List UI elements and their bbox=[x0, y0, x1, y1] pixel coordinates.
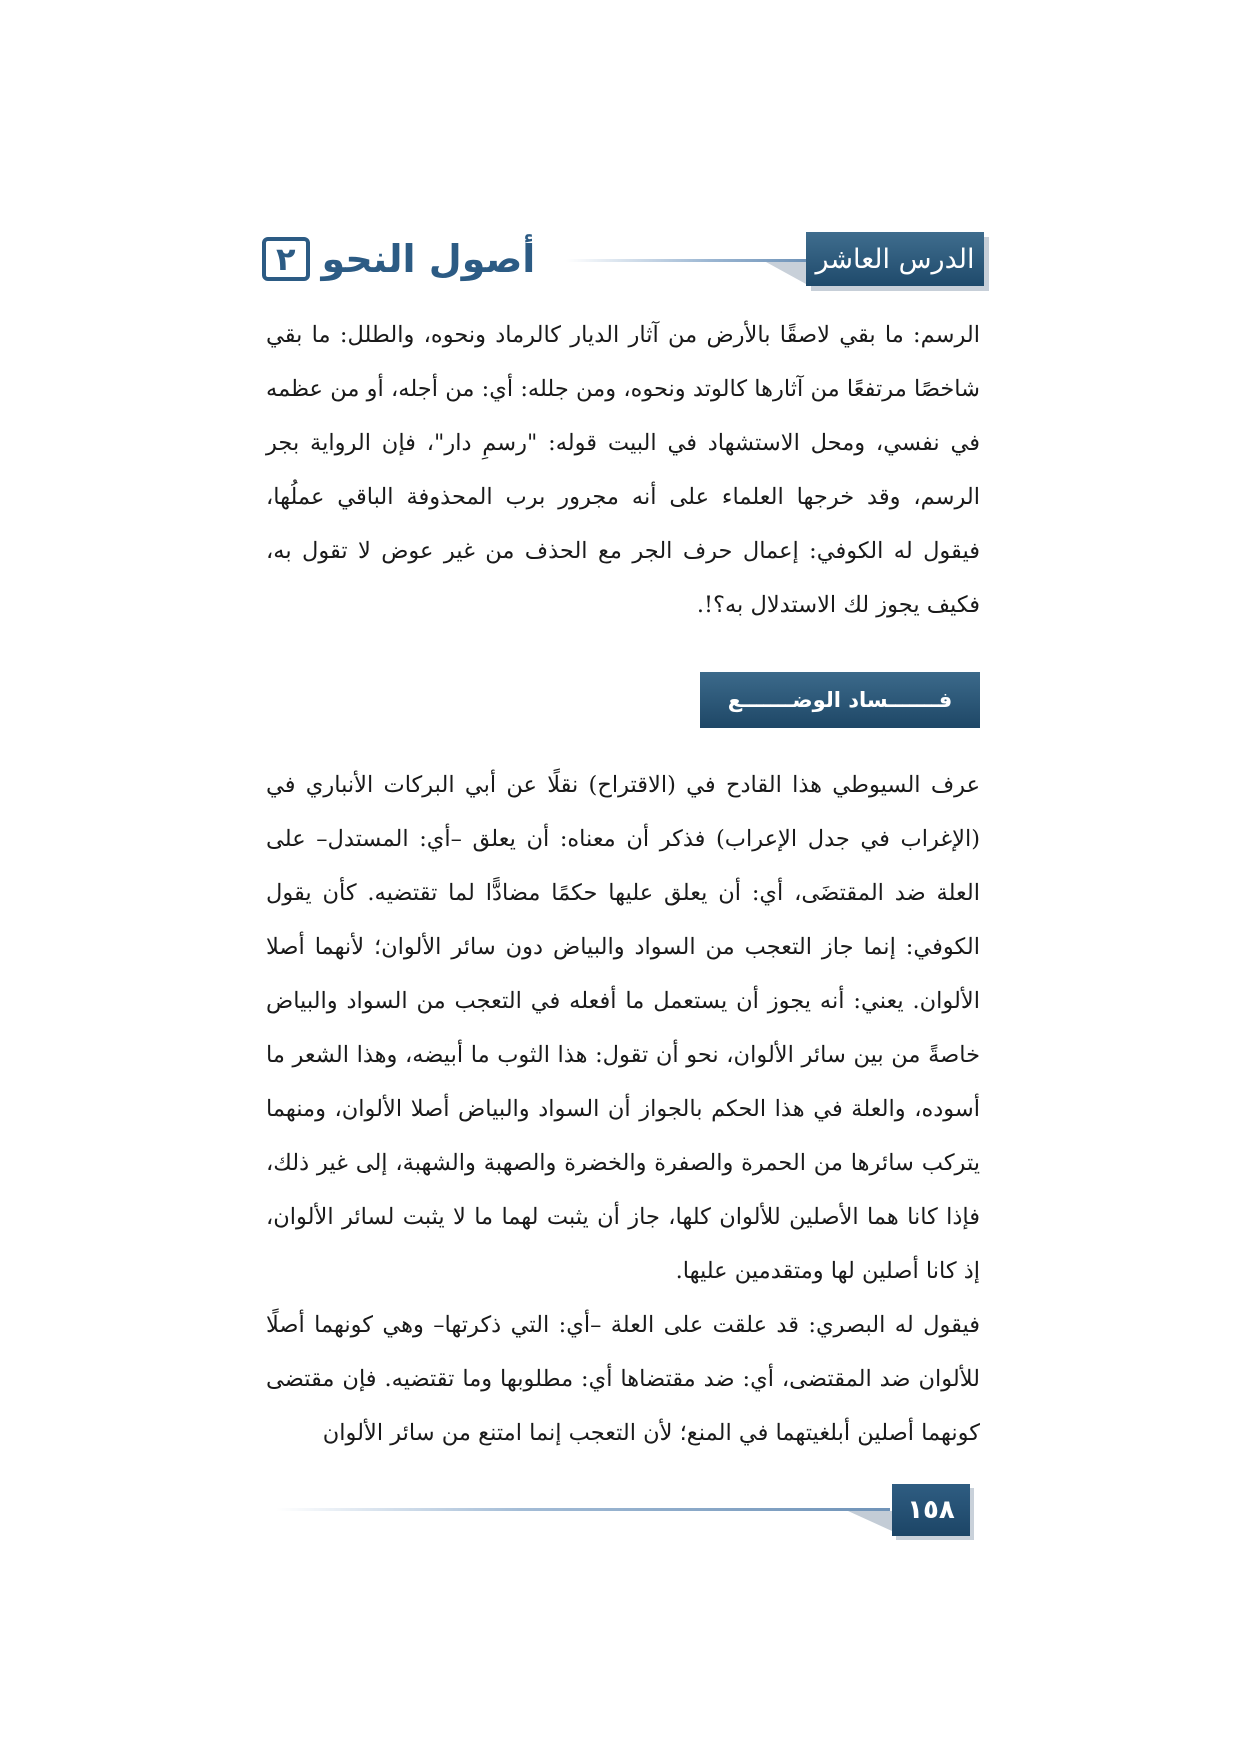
chapter-title-number: ٢ bbox=[262, 237, 310, 281]
section-heading bbox=[700, 672, 980, 728]
body-paragraph-2: فيقول له البصري: قد علقت على العلة –أي: التي ذكرتها– وهي كونهما أصلًا للألوان ضد المقتضى، أي: ضد مقتضاها أي: مطلوبها وما تقتضيه. فإن مقتضى كونهما أصلين أبلغيتهما في المنع؛ لأن التعجب إنما امتنع من سائر الألوان bbox=[266, 1312, 980, 1446]
body-paragraph-1: عرف السيوطي هذا القادح في (الاقتراح) نقلًا عن أبي البركات الأنباري في (الإغراب في جدل الإعراب) فذكر أن معناه: أن يعلق –أي: المستدل– على العلة ضد المقتضَى، أي: أن يعلق عليها حكمًا مضادًّا لما تقتضيه. كأن يقول الكوفي: إنما جاز التعجب من السواد والبياض دون سائر الألوان؛ لأنهما أصلا الألوان. يعني: أنه يجوز أن يستعمل ما أفعله في التعجب من السواد والبياض خاصةً من بين سائر الألوان، نحو أن تقول: هذا الثوب ما أبيضه، وهذا الشعر ما أسوده، والعلة في هذا الحكم بالجواز أن السواد والبياض أصلا الألوان، ومنهما يتركب سائرها من الحمرة والصفرة والخضرة والصهبة والشهبة، إلى غير ذلك، فإذا كانا هما الأصلين للألوان كلها، جاز أن يثبت لهما ما لا يثبت لسائر الألوان، إذ كانا أصلين لها ومتقدمين عليها. bbox=[266, 772, 980, 1284]
intro-paragraph: الرسم: ما بقي لاصقًا بالأرض من آثار الديار كالرماد ونحوه، والطلل: ما بقي شاخصًا مرتفعًا من آثارها كالوتد ونحوه، ومن جلله: أي: من أجله، أو من عظمه في نفسي، ومحل الاستشهاد في البيت قوله: "رسمِ دار"، فإن الرواية بجر الرسم، وقد خرجها العلماء على أنه مجرور برب المحذوفة الباقي عملُها، فيقول له الكوفي: إعمال حرف الجر مع الحذف من غير عوض لا تقول به، فكيف يجوز لك الاستدلال به؟!. bbox=[266, 322, 980, 618]
section-heading-text: فـــــــساد الوضـــــــع bbox=[727, 688, 953, 712]
page-header bbox=[262, 232, 984, 292]
footer-divider-tip bbox=[848, 1511, 892, 1531]
lesson-badge bbox=[806, 232, 984, 286]
lesson-label: الدرس العاشر bbox=[815, 243, 975, 275]
chapter-title bbox=[262, 232, 535, 286]
page-number-badge bbox=[892, 1484, 970, 1536]
chapter-title-text: أصول النحو bbox=[321, 237, 536, 281]
header-divider-tip bbox=[766, 262, 806, 284]
page-number: ١٥٨ bbox=[907, 1495, 955, 1525]
footer-divider bbox=[276, 1508, 890, 1511]
